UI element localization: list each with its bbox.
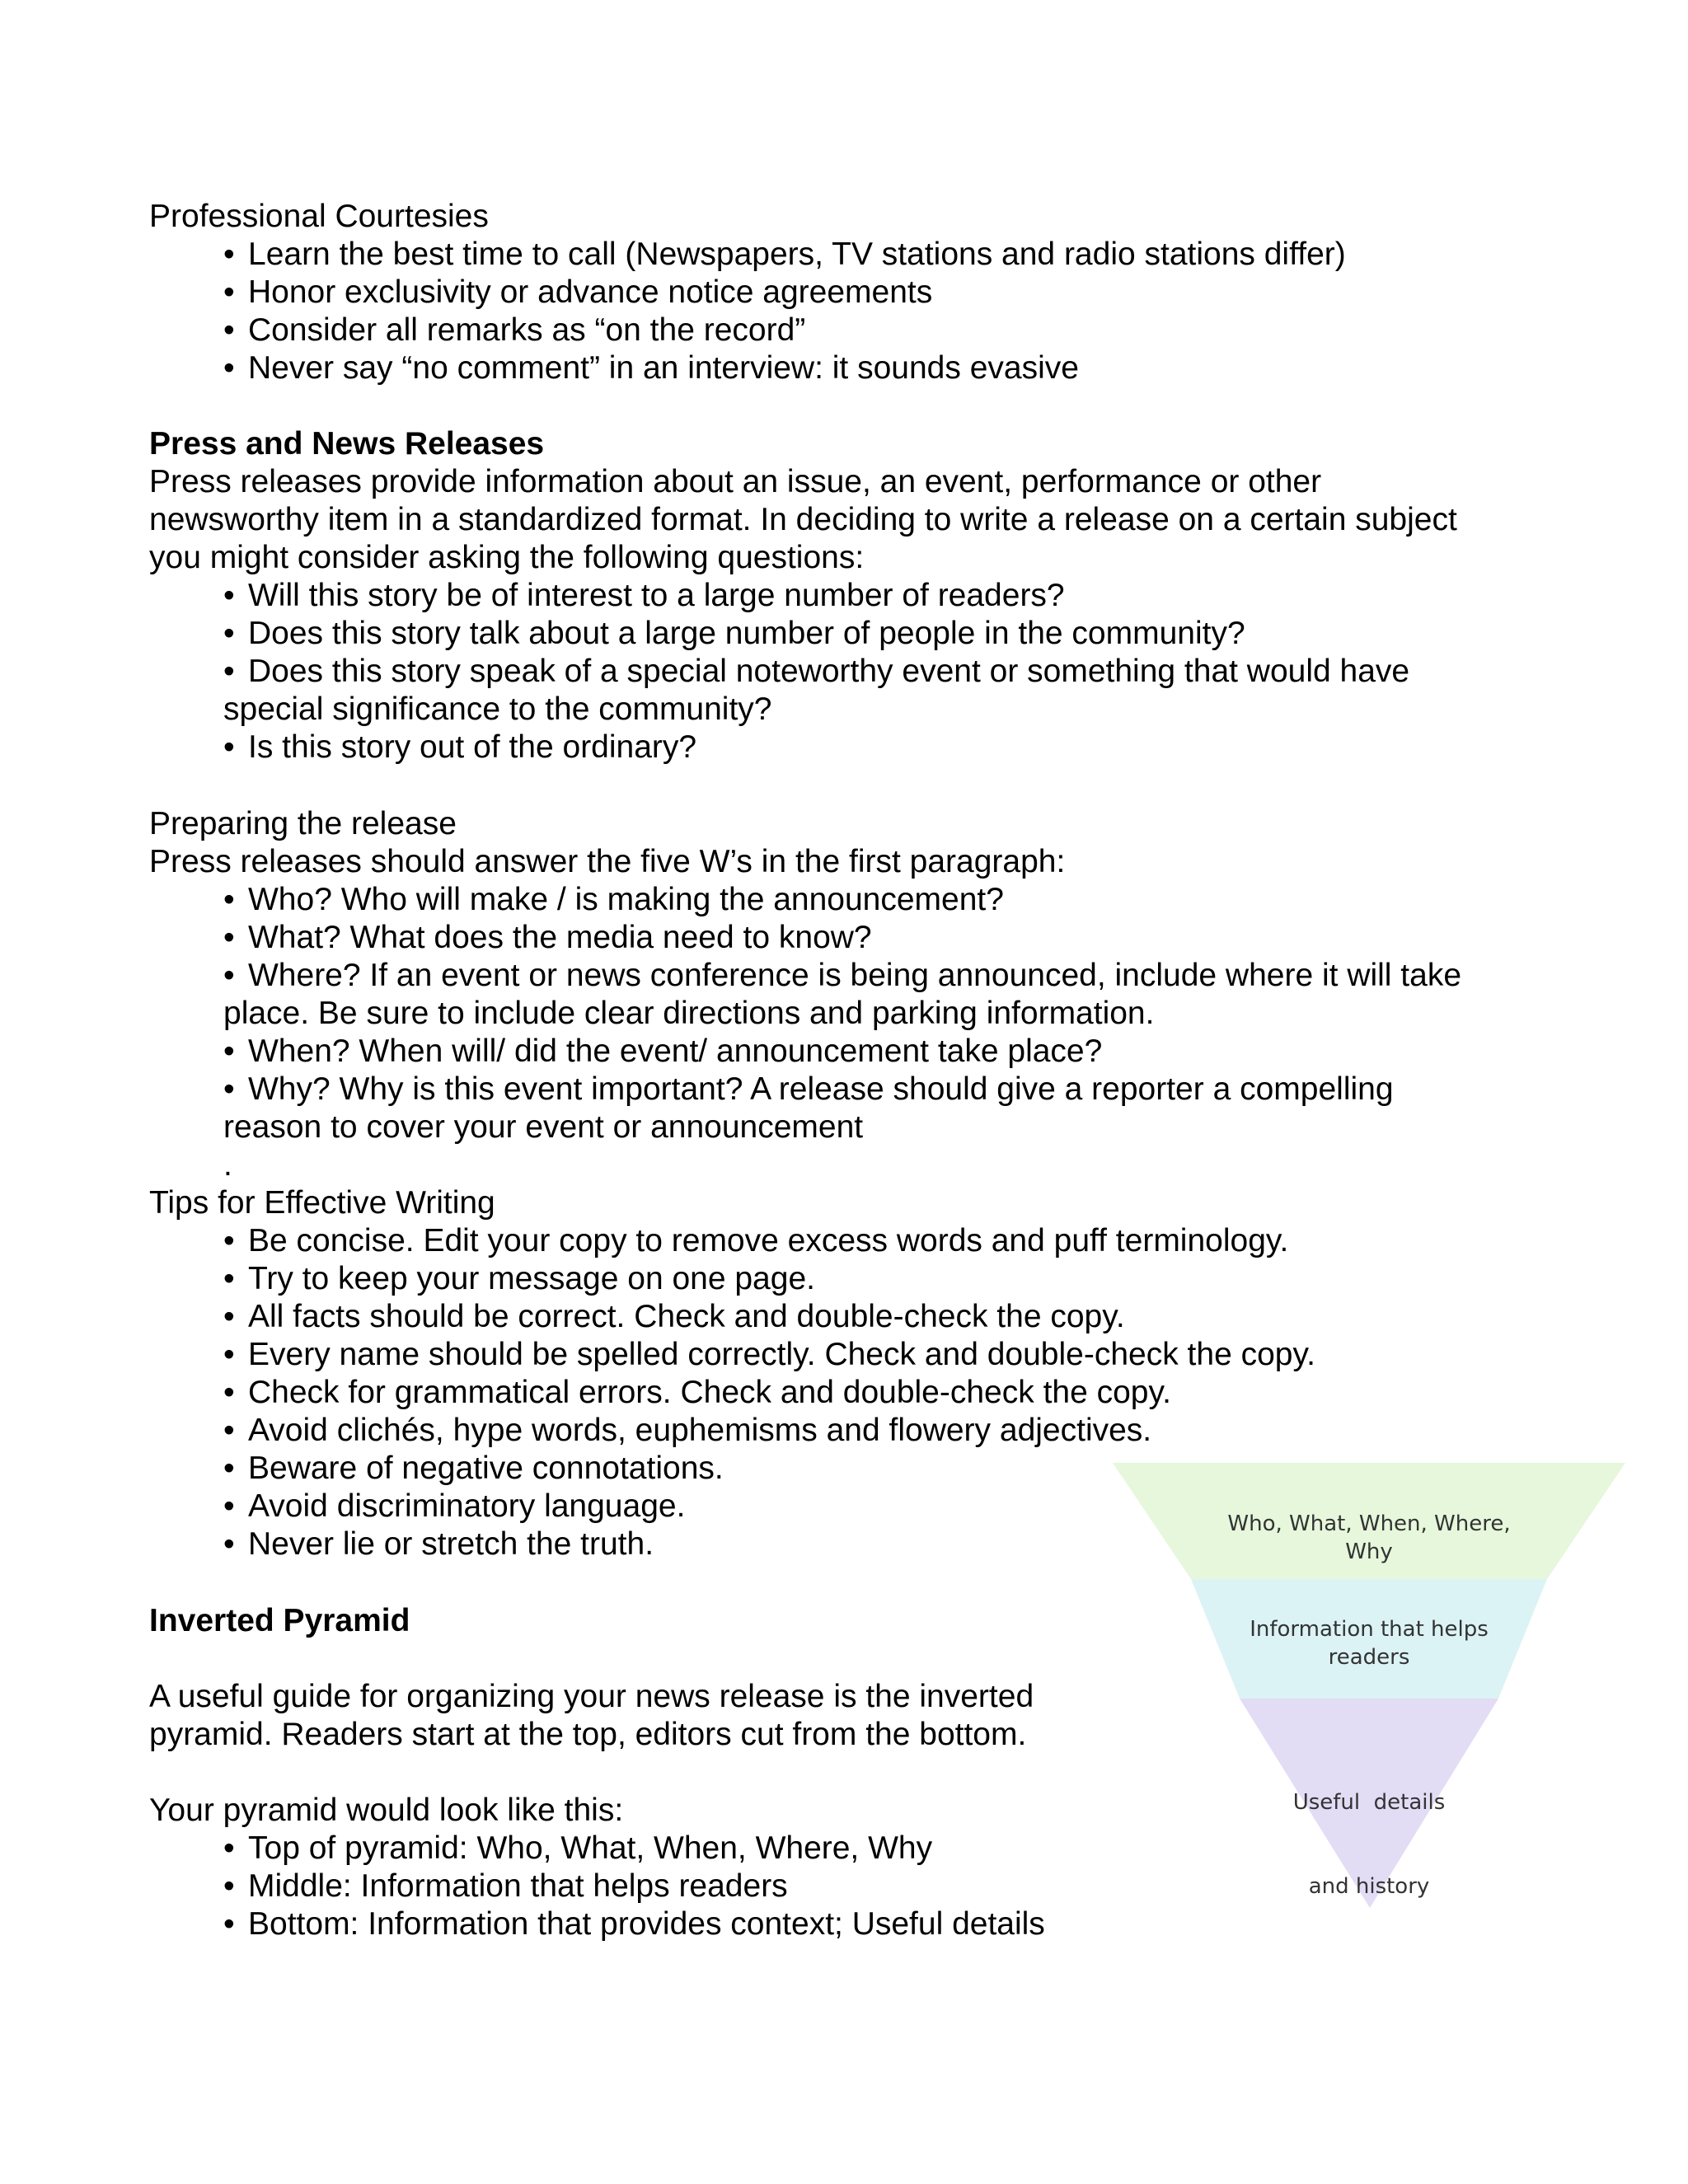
bullet-icon: •	[223, 1526, 235, 1562]
list-item-text: Consider all remarks as “on the record”	[248, 312, 806, 348]
pyramid-top-label: Who, What, When, Where, Why	[1227, 1511, 1511, 1564]
bullet-icon: •	[223, 1375, 235, 1410]
bullet-icon: •	[223, 1413, 235, 1448]
list-item-text: Top of pyramid: Who, What, When, Where, Why	[248, 1830, 933, 1866]
tips-title: Tips for Effective Writing	[149, 1185, 495, 1221]
preparing-title: Preparing the release	[149, 806, 457, 841]
list-item-text: Who? Who will make / is making the announcement?	[248, 882, 1004, 917]
bullet-icon: •	[223, 1261, 235, 1296]
spacer	[149, 1640, 1045, 1678]
releases-intro-line: newsworthy item in a standardized format. In deciding to write a release on a certain subject	[149, 502, 1457, 537]
releases-title: Press and News Releases	[149, 426, 545, 462]
pyramid-para-line: pyramid. Readers start at the top, editors cut from the bottom.	[149, 1717, 1027, 1752]
bullet-icon: •	[223, 578, 235, 613]
list-item	[223, 577, 1457, 615]
list-item	[223, 957, 1461, 995]
list-item-text: When? When will/ did the event/ announcement take place?	[248, 1033, 1103, 1069]
pyramid-bottom-label-line: Useful details	[1292, 1790, 1446, 1815]
bullet-icon: •	[223, 1033, 235, 1069]
list-item-text: Middle: Information that helps readers	[248, 1868, 788, 1904]
list-item	[223, 1222, 1315, 1260]
list-item-continuation: place. Be sure to include clear directions and parking information.	[223, 996, 1155, 1031]
pyramid-middle-label	[1204, 1615, 1534, 1671]
list-item-text: Beware of negative connotations.	[248, 1451, 724, 1486]
list-item	[223, 1336, 1315, 1374]
preparing-intro: Press releases should answer the five W’s in the first paragraph:	[149, 844, 1066, 879]
list-item-text: Never lie or stretch the truth.	[248, 1526, 654, 1562]
list-item-text: Avoid discriminatory language.	[248, 1488, 686, 1524]
bullet-icon: •	[223, 958, 235, 993]
list-item-text: All facts should be correct. Check and double-check the copy.	[248, 1299, 1125, 1334]
list-item-text: Learn the best time to call (Newspapers, TV stations and radio stations differ)	[248, 237, 1346, 272]
list-item	[223, 615, 1457, 653]
list-item	[223, 236, 1346, 274]
list-item-continuation: special significance to the community?	[223, 691, 772, 727]
bullet-icon: •	[223, 312, 235, 348]
list-item-text: Avoid clichés, hype words, euphemisms and flowery adjectives.	[248, 1413, 1152, 1448]
list-item	[223, 881, 1461, 919]
list-item-text: Honor exclusivity or advance notice agreements	[248, 274, 933, 310]
bullet-icon: •	[223, 654, 235, 689]
list-item-text: Be concise. Edit your copy to remove excess words and puff terminology.	[248, 1223, 1289, 1258]
bullet-icon: •	[223, 1451, 235, 1486]
bullet-icon: •	[223, 1830, 235, 1866]
list-item-text: Why? Why is this event important? A release should give a reporter a compelling	[248, 1071, 1394, 1107]
bullet-icon: •	[223, 920, 235, 955]
list-item	[223, 349, 1346, 387]
list-item-text: Does this story speak of a special noteworthy event or something that would have	[248, 654, 1410, 689]
bullet-icon: •	[223, 237, 235, 272]
bullet-icon: •	[223, 1071, 235, 1107]
list-item-continuation: reason to cover your event or announcement	[223, 1109, 864, 1145]
bullet-icon: •	[223, 350, 235, 386]
bullet-icon: •	[223, 1223, 235, 1258]
list-item-text: Every name should be spelled correctly. Check and double-check the copy.	[248, 1337, 1315, 1372]
pyramid-bottom-label-line: and history	[1308, 1874, 1430, 1899]
list-item-text: Check for grammatical errors. Check and double-check the copy.	[248, 1375, 1171, 1410]
inverted-pyramid-section	[149, 1602, 1045, 1943]
list-item	[223, 1374, 1315, 1412]
list-item	[223, 1298, 1315, 1336]
list-item	[223, 1033, 1461, 1071]
pyramid-para-line: A useful guide for organizing your news release is the inverted	[149, 1679, 1034, 1714]
releases-intro-line: Press releases provide information about an issue, an event, performance or other	[149, 464, 1322, 499]
releases-section	[149, 425, 1457, 766]
list-item-text: Never say “no comment” in an interview: it sounds evasive	[248, 350, 1079, 386]
bullet-icon: •	[223, 1868, 235, 1904]
courtesies-title: Professional Courtesies	[149, 199, 489, 234]
bullet-icon: •	[223, 1906, 235, 1942]
list-item	[223, 1412, 1315, 1450]
list-item-text: Does this story talk about a large number of people in the community?	[248, 616, 1245, 651]
bullet-icon: •	[223, 1488, 235, 1524]
pyramid-middle-label-line: readers	[1328, 1645, 1410, 1670]
bullet-icon: •	[223, 1337, 235, 1372]
courtesies-section	[149, 198, 1346, 387]
list-item	[223, 1260, 1315, 1298]
bullet-icon: •	[223, 274, 235, 310]
preparing-section	[149, 805, 1461, 1184]
pyramid-lead: Your pyramid would look like this:	[149, 1793, 624, 1828]
list-item	[223, 1868, 1045, 1905]
list-item-text: Try to keep your message on one page.	[248, 1261, 815, 1296]
bullet-icon: •	[223, 882, 235, 917]
list-item-text: What? What does the media need to know?	[248, 920, 872, 955]
list-item-text: Is this story out of the ordinary?	[248, 729, 697, 765]
releases-intro-line: you might consider asking the following questions:	[149, 540, 865, 575]
list-item	[223, 919, 1461, 957]
inverted-pyramid-diagram	[1113, 1463, 1632, 1912]
bullet-icon: •	[223, 1299, 235, 1334]
pyramid-bottom-label	[1204, 1732, 1534, 1957]
inverted-pyramid-title: Inverted Pyramid	[149, 1603, 410, 1638]
list-item	[223, 653, 1457, 691]
list-item	[223, 1905, 1045, 1943]
list-item	[223, 274, 1346, 312]
list-item	[223, 1830, 1045, 1868]
list-item-text: Will this story be of interest to a large number of readers?	[248, 578, 1065, 613]
list-item-text: Where? If an event or news conference is being announced, include where it will take	[248, 958, 1462, 993]
list-item	[223, 1071, 1461, 1108]
bullet-icon: •	[223, 616, 235, 651]
list-item	[223, 312, 1346, 349]
list-item	[223, 729, 1457, 766]
bullet-icon: •	[223, 729, 235, 765]
pyramid-middle-label-line: Information that helps	[1250, 1617, 1489, 1642]
spacer	[149, 1754, 1045, 1792]
list-item-text: Bottom: Information that provides context; Useful details	[248, 1906, 1045, 1942]
trailing-period: .	[223, 1147, 232, 1183]
